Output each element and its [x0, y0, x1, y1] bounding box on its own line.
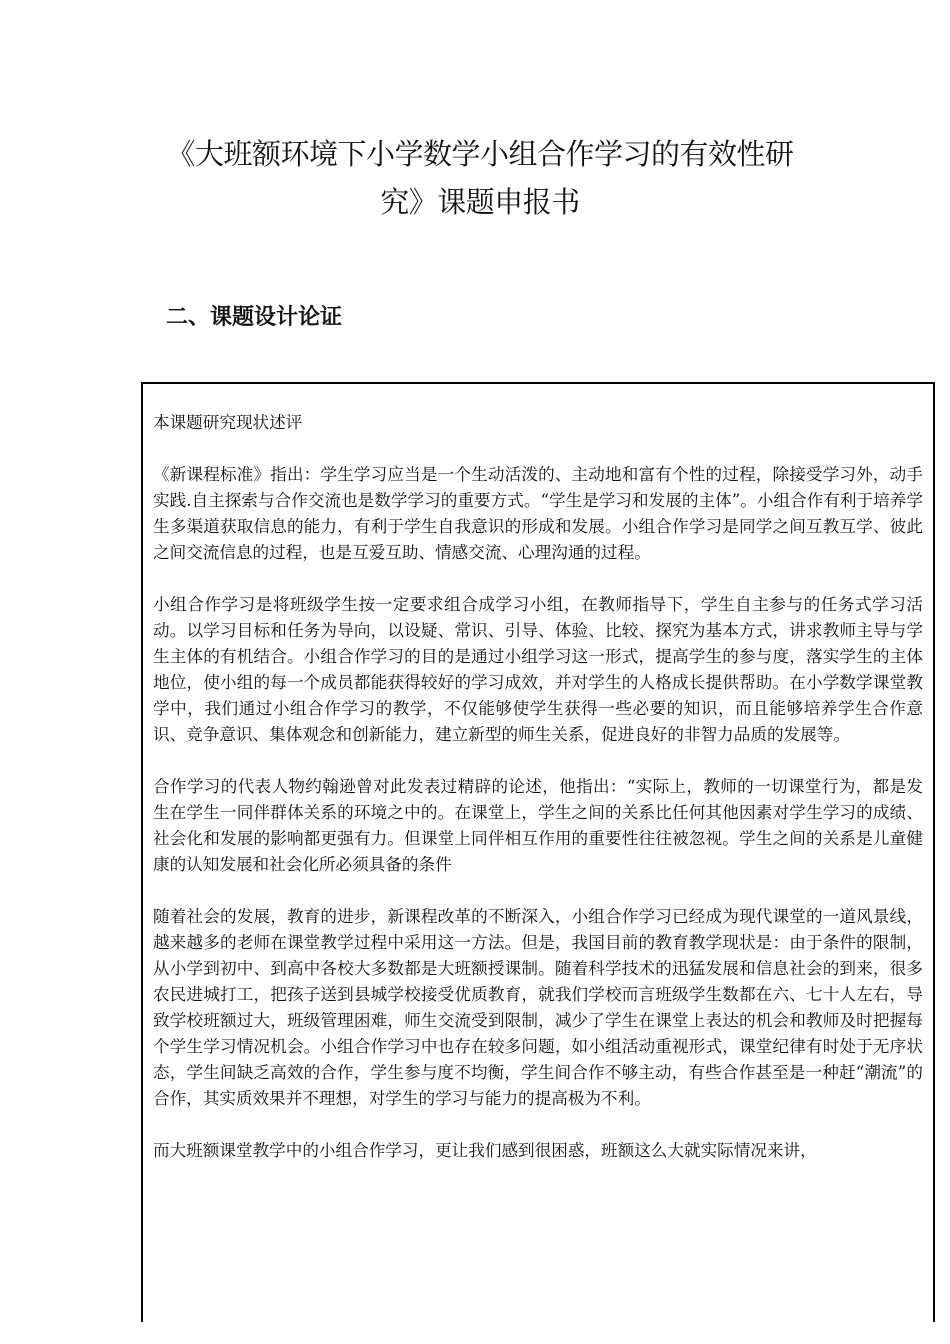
paragraph: 而大班额课堂教学中的小组合作学习，更让我们感到很困惑，班额这么大就实际情况来讲，: [153, 1141, 817, 1160]
title-line-1: 《大班额环境下小学数学小组合作学习的有效性研: [166, 137, 794, 171]
content-box: [141, 382, 935, 1322]
title-line-2: 究》课题申报书: [380, 185, 580, 219]
paragraph: 《新课程标准》指出：学生学习应当是一个生动活泼的、主动地和富有个性的过程，除接受学习外，动手实践.自主探索与合作交流也是数学学习的重要方式。“学生是学习和发展的主体”。小组合作有利于培养学生多渠道获取信息的能力，有利于学生自我意识的形成和发展。小组合作学习是同学之间互教互学、彼此之间交流信息的过程，也是互爱互助、情感交流、心理沟通的过程。: [153, 465, 923, 562]
paragraph: 随着社会的发展，教育的进步，新课程改革的不断深入，小组合作学习已经成为现代课堂的一道风景线，越来越多的老师在课堂教学过程中采用这一方法。但是，我国目前的教育教学现状是：由于条件的限制，从小学到初中、到高中各校大多数都是大班额授课制。随着科学技术的迅猛发展和信息社会的到来，很多农民进城打工，把孩子送到县城学校接受优质教育，就我们学校而言班级学生数都在六、七十人左右，导致学校班额过大，班级管理困难，师生交流受到限制，减少了学生在课堂上表达的机会和教师及时把握每个学生学习情况机会。小组合作学习中也存在较多问题，如小组活动重视形式，课堂纪律有时处于无序状态，学生间缺乏高效的合作，学生参与度不均衡，学生间合作不够主动，有些合作甚至是一种赶“潮流”的合作，其实质效果并不理想，对学生的学习与能力的提高极为不利。: [153, 907, 923, 1108]
box-heading: 本课题研究现状述评: [153, 413, 303, 432]
paragraph: 合作学习的代表人物约翰逊曾对此发表过精辟的论述，他指出：“实际上，教师的一切课堂行为，都是发生在学生一同伴群体关系的环境之中的。在课堂上，学生之间的关系比任何其他因素对学生学习的成绩、社会化和发展的影响都更强有力。但课堂上同伴相互作用的重要性往往被忽视。学生之间的关系是儿童健康的认知发展和社会化所必须具备的条件: [153, 777, 923, 874]
content-body: [143, 384, 933, 1164]
document-title: [150, 130, 810, 226]
section-heading: 二、课题设计论证: [166, 305, 343, 330]
paragraph: 小组合作学习是将班级学生按一定要求组合成学习小组，在教师指导下，学生自主参与的任务式学习活动。以学习目标和任务为导向，以设疑、常识、引导、体验、比较、探究为基本方式，讲求教师主导与学生主体的有机结合。小组合作学习的目的是通过小组学习这一形式，提高学生的参与度，落实学生的主体地位，使小组的每一个成员都能获得较好的学习成效，并对学生的人格成长提供帮助。在小学数学课堂教学中，我们通过小组合作学习的教学，不仅能够使学生获得一些必要的知识，而且能够培养学生合作意识、竞争意识、集体观念和创新能力，建立新型的师生关系，促进良好的非智力品质的发展等。: [153, 595, 923, 744]
